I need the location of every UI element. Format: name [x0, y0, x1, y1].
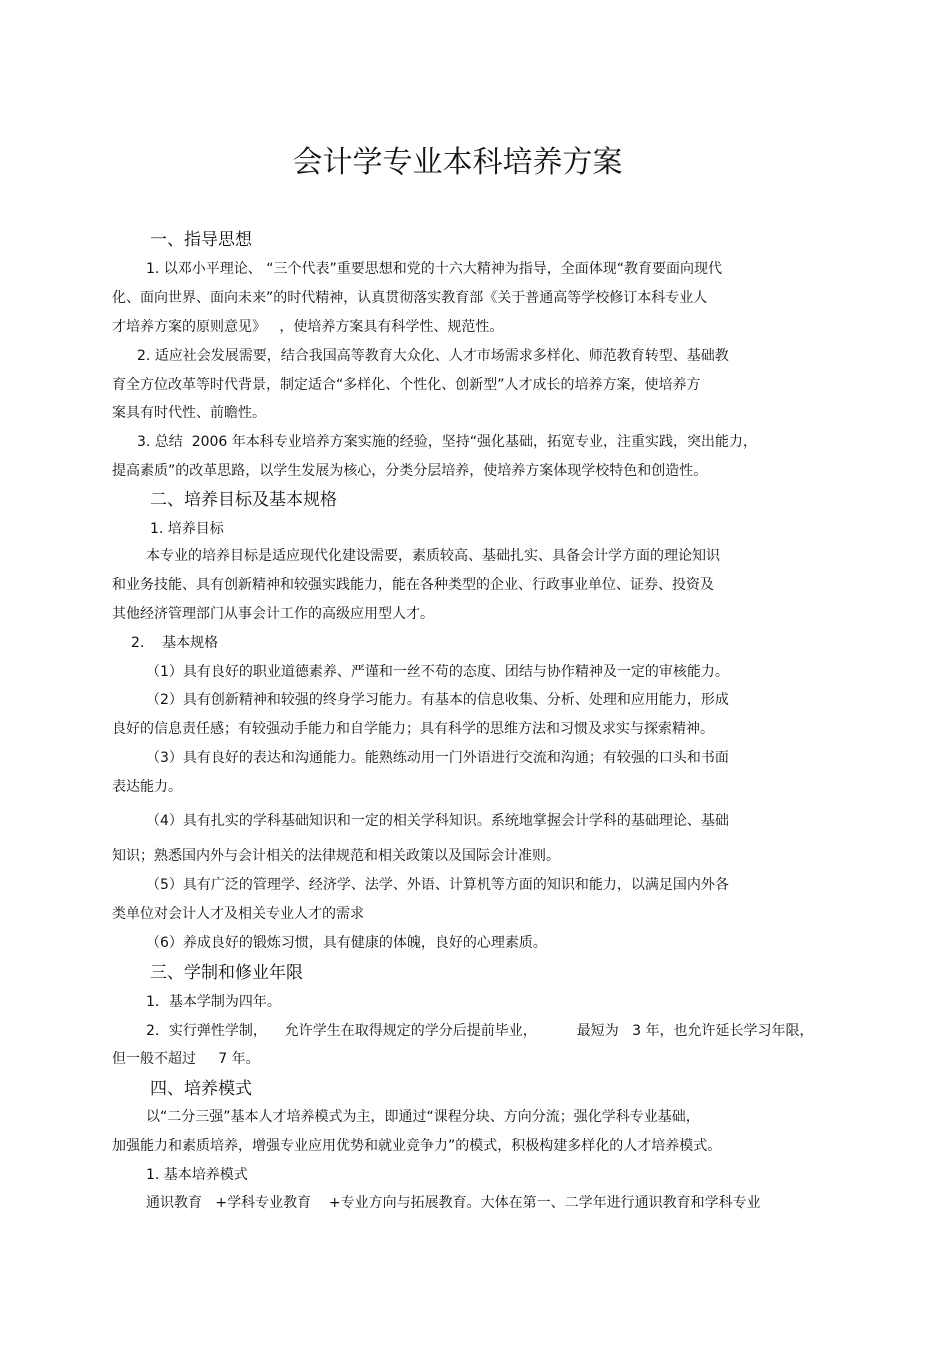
- paragraph-line: （4）具有扎实的学科基础知识和一定的相关学科知识。系统地掌握会计学科的基础理论、基础: [146, 813, 729, 829]
- paragraph-line: 育全方位改革等时代背景，制定适合“多样化、个性化、创新型”人才成长的培养方案，使培养方: [112, 377, 701, 393]
- subheading: 2. 基本规格: [131, 635, 219, 651]
- paragraph-line: 案具有时代性、前瞻性。: [112, 405, 266, 421]
- paragraph-line: 但一般不超过 7 年。: [112, 1051, 260, 1067]
- paragraph-line: 2. 适应社会发展需要，结合我国高等教育大众化、人才市场需求多样化、师范教育转型、基础教: [137, 348, 729, 364]
- paragraph-line: （5）具有广泛的管理学、经济学、法学、外语、计算机等方面的知识和能力，以满足国内外各: [146, 877, 729, 893]
- paragraph-line: 和业务技能、具有创新精神和较强实践能力，能在各种类型的企业、行政事业单位、证券、投资及: [112, 577, 714, 593]
- paragraph-line: 2．实行弹性学制， 允许学生在取得规定的学分后提前毕业， 最短为 3 年，也允许延长学习年限，: [146, 1023, 814, 1039]
- paragraph-line: 提高素质”的改革思路，以学生发展为核心，分类分层培养，使培养方案体现学校特色和创造性。: [112, 463, 708, 479]
- paragraph-line: 知识；熟悉国内外与会计相关的法律规范和相关政策以及国际会计准则。: [112, 848, 560, 864]
- paragraph-line: （1）具有良好的职业道德素养、严谨和一丝不苟的态度、团结与协作精神及一定的审核能力。: [146, 664, 729, 680]
- subheading: 1. 培养目标: [150, 521, 224, 537]
- paragraph-line: 加强能力和素质培养，增强专业应用优势和就业竞争力”的模式，积极构建多样化的人才培养模式。: [112, 1138, 722, 1154]
- paragraph-line: 以“二分三强”基本人才培养模式为主，即通过“课程分块、方向分流；强化学科专业基础，: [146, 1109, 700, 1125]
- section-heading: 四、培养模式: [150, 1079, 252, 1099]
- paragraph-line: 表达能力。: [112, 779, 182, 795]
- paragraph-line: 通识教育 +学科专业教育 +专业方向与拓展教育。大体在第一、二学年进行通识教育和学科专业: [146, 1195, 761, 1211]
- section-heading: 二、培养目标及基本规格: [150, 490, 337, 510]
- paragraph-line: 1．基本学制为四年。: [146, 994, 281, 1010]
- paragraph-line: 良好的信息责任感；有较强动手能力和自学能力；具有科学的思维方法和习惯及求实与探索精神。: [112, 721, 714, 737]
- paragraph-line: 化、面向世界、面向未来”的时代精神，认真贯彻落实教育部《关于普通高等学校修订本科专业人: [112, 290, 708, 306]
- paragraph-line: （6）养成良好的锻炼习惯，具有健康的体魄，良好的心理素质。: [146, 935, 547, 951]
- document-title: 会计学专业本科培养方案: [292, 145, 623, 180]
- section-heading: 一、指导思想: [150, 230, 252, 250]
- subheading: 1. 基本培养模式: [146, 1167, 248, 1183]
- paragraph-line: 才培养方案的原则意见》 ，使培养方案具有科学性、规范性。: [112, 319, 504, 335]
- paragraph-line: 本专业的培养目标是适应现代化建设需要，素质较高、基础扎实、具备会计学方面的理论知识: [146, 548, 720, 564]
- paragraph-line: （3）具有良好的表达和沟通能力。能熟练动用一门外语进行交流和沟通；有较强的口头和书面: [146, 750, 729, 766]
- section-heading: 三、学制和修业年限: [150, 963, 303, 983]
- paragraph-line: （2）具有创新精神和较强的终身学习能力。有基本的信息收集、分析、处理和应用能力，形成: [146, 692, 729, 708]
- paragraph-line: 1. 以邓小平理论、 “三个代表”重要思想和党的十六大精神为指导，全面体现“教育要面向现代: [146, 261, 723, 277]
- paragraph-line: 其他经济管理部门从事会计工作的高级应用型人才。: [112, 606, 434, 622]
- paragraph-line: 类单位对会计人才及相关专业人才的需求: [112, 906, 364, 922]
- paragraph-line: 3. 总结 2006 年本科专业培养方案实施的经验，坚持“强化基础，拓宽专业，注重实践，突出能力，: [137, 434, 758, 450]
